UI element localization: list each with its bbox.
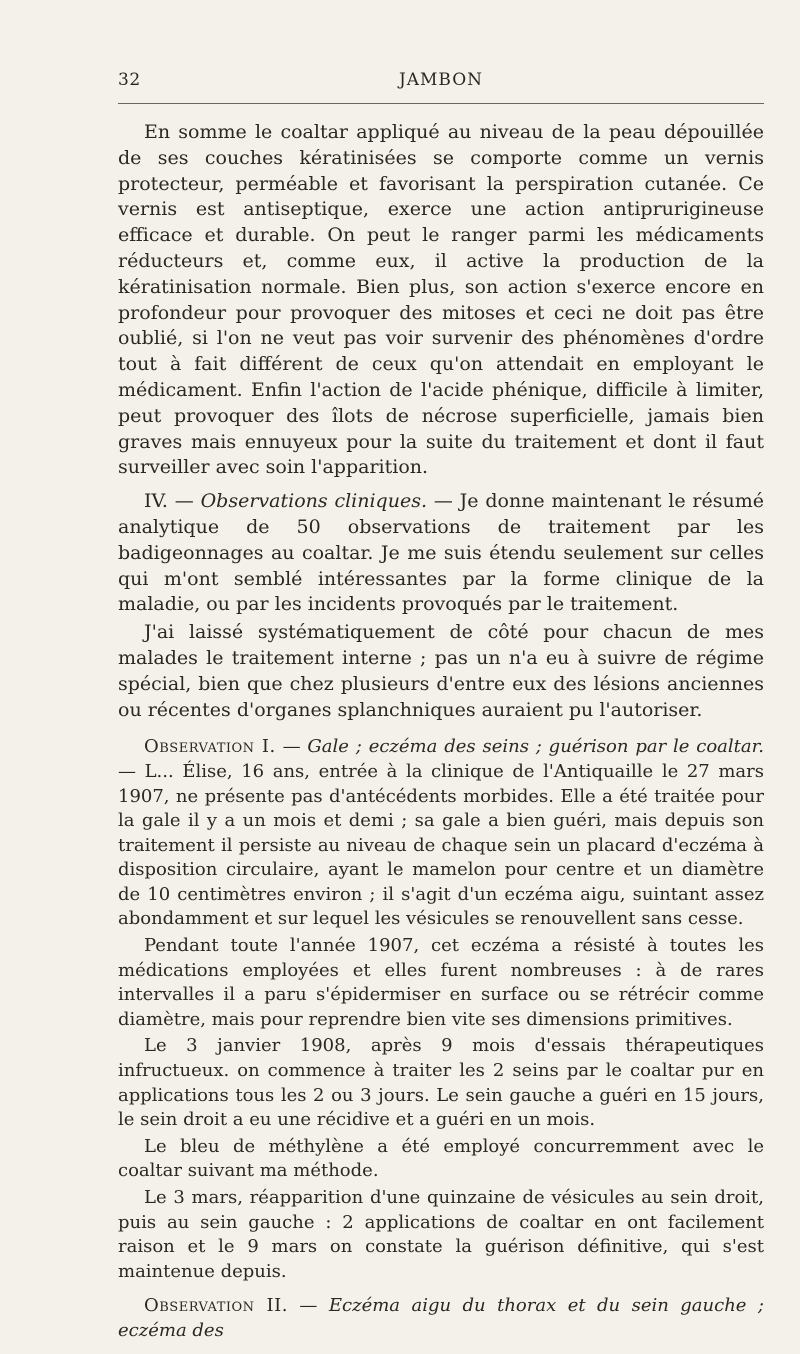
section-iv-paragraph [118, 489, 764, 618]
page-body [118, 120, 764, 1344]
section-title: Observations cliniques. [200, 490, 427, 513]
paragraph-coaltar-summary: En somme le coaltar appliqué au niveau de la peau dépouillée de ses couches kératinisées se comporte comme un vernis protecteur, perméable et favorisant la perspiration cutanée. Ce vernis est antiseptique, exerce une action antiprurigineuse efficace et durable. On peut le ranger parmi les médicaments réducteurs et, comme eux, il active la production de la kératinisation normale. Bien plus, son action s'exerce encore en profondeur pour provoquer des mitoses et ceci ne doit pas être oublié, si l'on ne veut pas voir survenir des phénomènes d'ordre tout à fait différent de ceux qu'on attendait en employant le médicament. Enfin l'action de l'acide phénique, difficile à limiter, peut provoquer des îlots de nécrose superficielle, jamais bien graves mais ennuyeux pour la suite du traitement et dont il faut surveiller avec soin l'apparition. [118, 121, 764, 479]
observation-1-dash: — [282, 736, 301, 758]
observation-2-intro [118, 1294, 764, 1343]
observation-2-dash: — [299, 1295, 318, 1317]
observation-1-paragraph-3: Le 3 janvier 1908, après 9 mois d'essais thérapeutiques infructueux. on commence à traiter les 2 seins par le coaltar pur en applications tous les 2 ou 3 jours. Le sein gauche a guéri en 15 jours, le sein droit a eu une récidive et a guéri en un mois. [118, 1035, 764, 1131]
observation-1-paragraph-5: Le 3 mars, réapparition d'une quinzaine de vésicules au sein droit, puis au sein gauche : 2 applications de coaltar en ont facilement raison et le 9 mars on constate la guérison définitive, qui s'est maintenue depuis. [118, 1187, 764, 1282]
observation-2-label: Observation II. [144, 1295, 288, 1317]
observation-1-label: Observation I. [144, 736, 276, 758]
observation-1 [118, 735, 764, 1284]
observation-2-title: Eczéma aigu du thorax et du sein gauche ; eczéma des [118, 1295, 764, 1341]
page-header [118, 70, 764, 94]
observation-1-paragraph-4: Le bleu de méthylène a été employé concurremment avec le coaltar suivant ma méthode. [118, 1135, 764, 1182]
observation-1-intro [118, 735, 764, 932]
paragraph-internal-treatment: J'ai laissé systématiquement de côté pour chacun de mes malades le traitement interne ; pas un n'a eu à suivre de régime spécial, bien que chez plusieurs d'entre eux des lésions anciennes ou récentes d'organes splanchniques auraient pu l'autoriser. [118, 621, 764, 721]
section-number: IV. — [144, 490, 194, 513]
page-number: 32 [118, 70, 141, 90]
header-rule [118, 103, 764, 104]
running-head: JAMBON [398, 70, 484, 90]
observation-1-title: Gale ; eczéma des seins ; guérison par le coaltar. [307, 736, 764, 758]
observation-2 [118, 1294, 764, 1343]
observation-1-text: — L... Élise, 16 ans, entrée à la clinique de l'Antiquaille le 27 mars 1907, ne présente pas d'antécédents morbides. Elle a été traitée pour la gale il y a un mois et demi ; sa gale a bien guéri, mais depuis son traitement il persiste au niveau de chaque sein un placard d'eczéma à disposition circulaire, ayant le mamelon pour centre et un diamètre de 10 centimètres environ ; il s'agit d'un eczéma aigu, suintant assez abondamment et sur lequel les vésicules se renouvellent sans cesse. [118, 760, 764, 930]
observation-1-paragraph-2: Pendant toute l'année 1907, cet eczéma a résisté à toutes les médications employées et elles furent nombreuses : à de rares intervalles il a paru s'épidermiser en surface ou se rétrécir comme diamètre, mais pour reprendre bien vite ses dimensions primitives. [118, 935, 764, 1030]
section-intro-text: — Je donne maintenant le résumé analytique de 50 observations de traitement par les badigeonnages au coaltar. Je me suis étendu seulement sur celles qui m'ont semblé intéressantes par la forme clinique de la maladie, ou par les incidents provoqués par le traitement. [118, 490, 764, 616]
